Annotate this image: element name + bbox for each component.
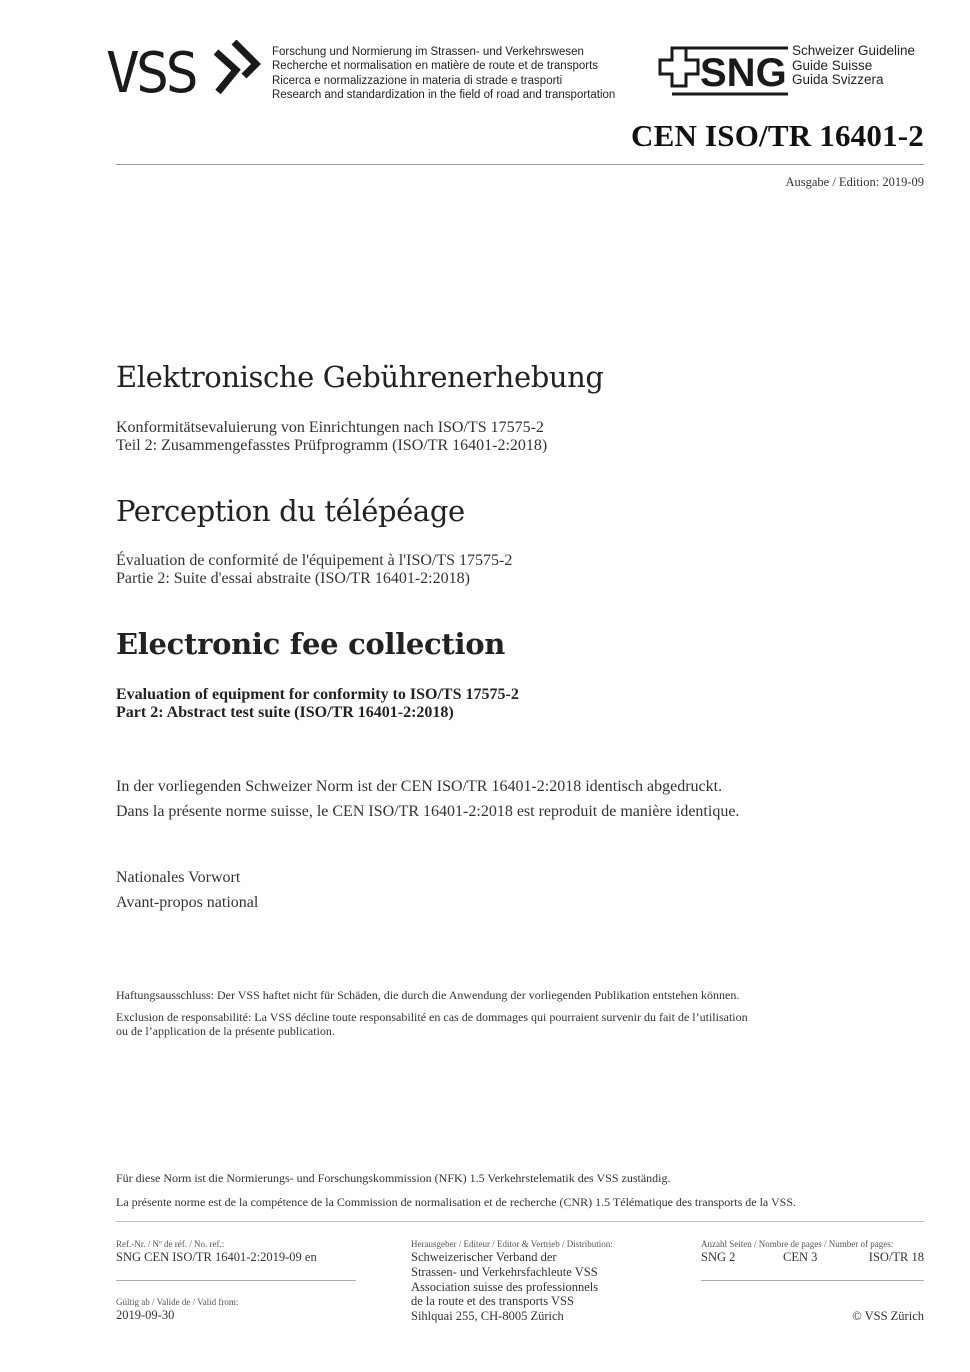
publisher-line-4: de la route et des transports VSS [411, 1294, 574, 1309]
title-english: Electronic fee collection [116, 627, 506, 661]
subtitle-french-line-1: Évaluation de conformité de l'équipement à l'ISO/TS 17575-2 [116, 552, 513, 569]
disclaimer-german: Haftungsausschluss: Der VSS haftet nicht für Schäden, die durch die Anwendung der vorliegenden Publikation entstehen können. [116, 988, 740, 1002]
page-count-cen: CEN 3 [783, 1250, 818, 1264]
publisher-label: Herausgeber / Editeur / Editor & Vertrieb / Distribution: [411, 1239, 613, 1249]
title-french: Perception du télépéage [116, 494, 465, 528]
page-count-sng: SNG 2 [701, 1250, 736, 1264]
footer-divider [116, 1221, 924, 1222]
disclaimer-french-line-1: Exclusion de responsabilité: La VSS décline toute responsabilité en cas de dommages qui pourraient survenir du fait de l’utilisation [116, 1010, 748, 1024]
vss-tagline-de: Forschung und Normierung im Strassen- und Verkehrswesen [272, 46, 584, 58]
publisher-address [411, 1250, 598, 1324]
disclaimer-french [116, 1010, 856, 1038]
subtitle-french-line-2: Partie 2: Suite d'essai abstraite (ISO/TR 16401-2:2018) [116, 570, 470, 587]
valid-from-label: Gültig ab / Valide de / Valid from: [116, 1297, 239, 1307]
disclaimer-french-line-2: ou de l’application de la présente publication. [116, 1024, 335, 1038]
vss-tagline [272, 45, 615, 103]
page-count-iso: ISO/TR 18 [868, 1250, 924, 1264]
vss-tagline-fr: Recherche et normalisation en matière de route et de transports [272, 60, 599, 73]
sng-logo-text: SNG [700, 51, 787, 95]
responsibility-french: La présente norme est de la compétence de la Commission de normalisation et de recherche (CNR) 1.5 Télématique des transports de la VSS. [116, 1195, 797, 1209]
subtitle-german [116, 419, 547, 455]
valid-from-date: 2019-09-30 [116, 1308, 175, 1322]
publisher-line-2: Strassen- und Verkehrsfachleute VSS [411, 1264, 598, 1279]
subtitle-german-line-2: Teil 2: Zusammengefasstes Prüfprogramm (ISO/TR 16401-2:2018) [116, 437, 548, 454]
foreword-german: Nationales Vorwort [116, 869, 241, 886]
identity-note-german: In der vorliegenden Schweizer Norm ist der CEN ISO/TR 16401-2:2018 identisch abgedruckt. [116, 778, 723, 795]
publisher-line-3: Association suisse des professionnels [411, 1279, 599, 1294]
subtitle-german-line-1: Konformitätsevaluierung von Einrichtungen nach ISO/TS 17575-2 [116, 419, 544, 436]
responsibility-german: Für diese Norm ist die Normierungs- und Forschungskommission (NFK) 1.5 Verkehrstelematik des VSS zuständig. [116, 1171, 671, 1185]
vss-logo [106, 40, 266, 100]
sng-tagline-de: Schweizer Guideline [792, 43, 916, 58]
vss-tagline-it: Ricerca e normalizzazione in materia di strade e trasporti [272, 74, 563, 87]
publisher-line-5: Sihlquai 255, CH-8005 Zürich [411, 1309, 564, 1324]
identity-note-french: Dans la présente norme suisse, le CEN ISO/TR 16401-2:2018 est reproduit de manière identique. [116, 803, 740, 820]
sng-logo [658, 44, 788, 98]
reference-number: SNG CEN ISO/TR 16401-2:2019-09 en [116, 1250, 317, 1264]
document-number: CEN ISO/TR 16401-2 [631, 118, 924, 153]
publisher-line-1: Schweizerischer Verband der [411, 1250, 557, 1264]
subtitle-french [116, 552, 512, 588]
vss-logo-text: VSS [106, 41, 196, 100]
title-german: Elektronische Gebührenerhebung [116, 360, 604, 394]
copyright-notice: © VSS Zürich [852, 1309, 924, 1323]
header-divider [116, 164, 924, 165]
page-count-divider [701, 1280, 924, 1281]
subtitle-english-line-2: Part 2: Abstract test suite (ISO/TR 16401-2:2018) [116, 704, 454, 721]
edition-date: Ausgabe / Edition: 2019-09 [785, 175, 924, 189]
subtitle-english [116, 686, 519, 722]
foreword-french: Avant-propos national [116, 894, 259, 911]
sng-tagline-it: Guida Svizzera [792, 72, 884, 88]
sng-tagline [792, 44, 915, 88]
subtitle-english-line-1: Evaluation of equipment for conformity to ISO/TS 17575-2 [116, 686, 519, 703]
page-count-label: Anzahl Seiten / Nombre de pages / Number of pages: [701, 1239, 894, 1249]
reference-label: Ref.-Nr. / Nº de réf. / No. ref.: [116, 1239, 225, 1249]
reference-divider [116, 1280, 356, 1281]
vss-tagline-en: Research and standardization in the field of road and transportation [272, 89, 616, 102]
sng-tagline-fr: Guide Suisse [792, 57, 873, 73]
